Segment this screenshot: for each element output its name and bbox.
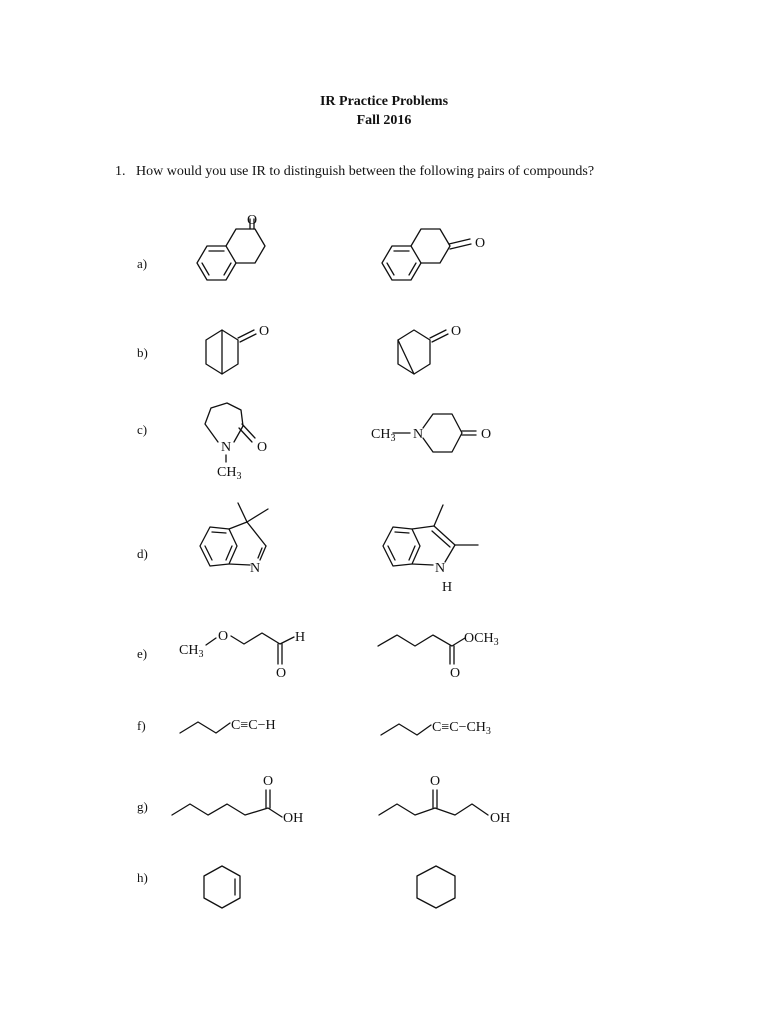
atom-o: O	[275, 666, 287, 681]
part-label-d: d)	[137, 546, 148, 561]
atom-o: O	[474, 236, 486, 251]
part-label-f: f)	[137, 718, 146, 733]
atom-o: O	[217, 629, 229, 644]
atom-o: O	[449, 666, 461, 681]
atom-o: O	[246, 213, 258, 228]
atom-n: N	[434, 561, 446, 576]
atom-n: N	[412, 427, 424, 442]
part-label-c: c)	[137, 422, 148, 437]
part-label-b: b)	[137, 345, 148, 360]
atom-o: O	[429, 774, 441, 789]
structure-d-left	[200, 503, 268, 576]
n-methyl-label: $CH_3$	[371, 427, 396, 444]
atom-n: N	[249, 561, 261, 576]
methyl-label: $CH_3$	[217, 465, 242, 482]
structure-a-right	[382, 229, 485, 280]
structure-g-left	[172, 774, 303, 826]
structure-f-left	[180, 718, 276, 733]
structure-c-right	[371, 414, 491, 452]
methoxy-label: $OCH_3$	[464, 631, 499, 648]
structure-c-left	[205, 403, 267, 482]
structure-b-right	[398, 324, 461, 374]
structure-e-right	[378, 631, 499, 681]
atom-o: O	[258, 324, 270, 339]
part-label-g: g)	[137, 799, 148, 814]
atom-n: N	[220, 440, 232, 455]
page-title: IR Practice Problems	[319, 94, 449, 109]
structure-h-left	[204, 866, 240, 908]
atom-h: H	[294, 630, 306, 645]
page-subtitle: Fall 2016	[356, 113, 412, 128]
part-label-e: e)	[137, 646, 148, 661]
hydroxyl-label: OH	[283, 811, 304, 826]
part-label-h: h)	[137, 870, 148, 885]
atom-o: O	[262, 774, 274, 789]
structure-f-right	[381, 720, 491, 737]
methyl-label: $CH_3$	[179, 643, 204, 660]
structure-b-left	[206, 324, 269, 374]
structure-d-right	[383, 505, 478, 595]
question-number: 1.	[115, 164, 126, 179]
structure-g-right	[379, 774, 510, 826]
part-label-a: a)	[137, 256, 148, 271]
alkyne-label: $C\equiv C-CH_3$	[432, 720, 491, 737]
atom-h: H	[441, 580, 453, 595]
structure-e-left	[179, 629, 305, 681]
hydroxyl-label: OH	[490, 811, 511, 826]
structure-a-left	[197, 213, 265, 280]
question-text: How would you use IR to distinguish between the following pairs of compounds?	[136, 164, 595, 179]
atom-o: O	[256, 440, 268, 455]
structure-h-right	[417, 866, 455, 908]
atom-o: O	[450, 324, 462, 339]
atom-o: O	[480, 427, 492, 442]
alkyne-label: C≡C−H	[231, 718, 276, 733]
